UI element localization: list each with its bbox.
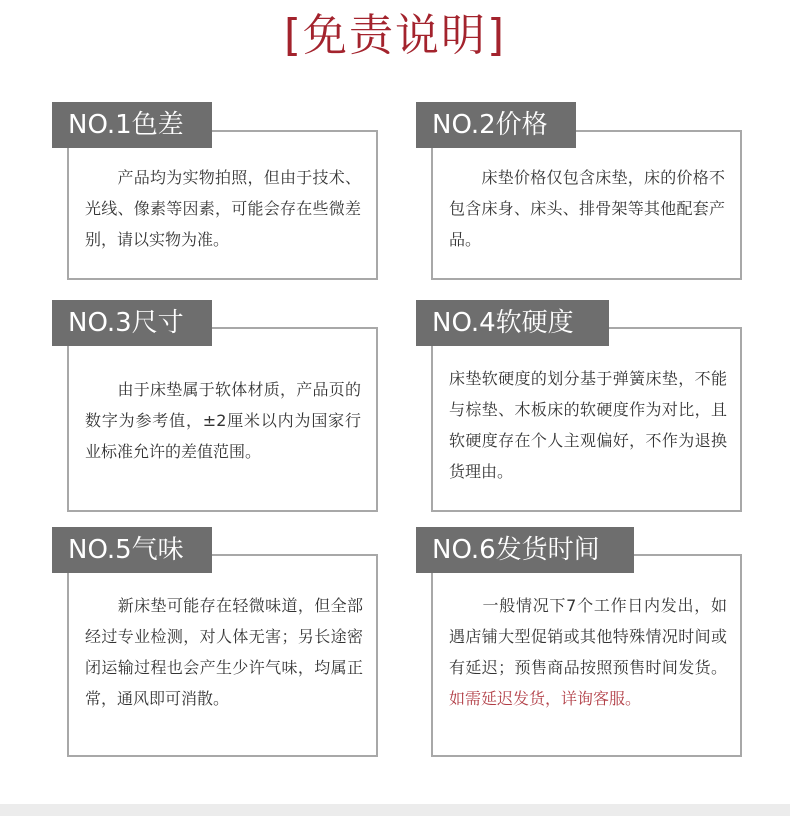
- disclaimer-card-firmness: [416, 300, 742, 512]
- card-text-highlight: 如需延迟发货，详询客服。: [449, 689, 642, 708]
- card-text: [449, 590, 727, 714]
- card-tab: NO.4软硬度: [416, 300, 609, 346]
- card-text: [449, 162, 725, 255]
- card-tab: NO.3尺寸: [52, 300, 212, 346]
- footer-strip: [0, 804, 790, 816]
- card-tab: NO.2价格: [416, 102, 576, 148]
- page-title: [免责说明]: [283, 10, 507, 61]
- card-text-body: 产品均为实物拍照，但由于技术、光线、像素等因素，可能会存在些微差别，请以实物为准。: [85, 168, 361, 249]
- disclaimer-card-price: [416, 102, 742, 282]
- card-tab: NO.1色差: [52, 102, 212, 148]
- card-text-body: 由于床垫属于软体材质，产品页的数字为参考值，±2厘米以内为国家行业标准允许的差值范围。: [85, 380, 361, 461]
- disclaimer-card-shipping: [416, 527, 742, 757]
- card-text: [85, 162, 361, 255]
- card-text-body: 床垫价格仅包含床垫，床的价格不包含床身、床头、排骨架等其他配套产品。: [449, 168, 725, 249]
- disclaimer-card-odor: [52, 527, 378, 757]
- disclaimer-card-size: [52, 300, 378, 512]
- card-text: [85, 374, 361, 467]
- card-tab: NO.6发货时间: [416, 527, 634, 573]
- card-text-body: 一般情况下7个工作日内发出，如遇店铺大型促销或其他特殊情况时间或有延迟；预售商品按照预售时间发货。: [449, 596, 727, 677]
- card-text: [85, 590, 363, 714]
- card-tab: NO.5气味: [52, 527, 212, 573]
- card-text-body: 新床垫可能存在轻微味道，但全部经过专业检测，对人体无害；另长途密闭运输过程也会产生少许气味，均属正常，通风即可消散。: [85, 596, 363, 708]
- disclaimer-card-color: [52, 102, 378, 282]
- card-text: [449, 363, 727, 487]
- card-text-body: 床垫软硬度的划分基于弹簧床垫，不能与棕垫、木板床的软硬度作为对比，且软硬度存在个人主观偏好，不作为退换货理由。: [449, 369, 727, 481]
